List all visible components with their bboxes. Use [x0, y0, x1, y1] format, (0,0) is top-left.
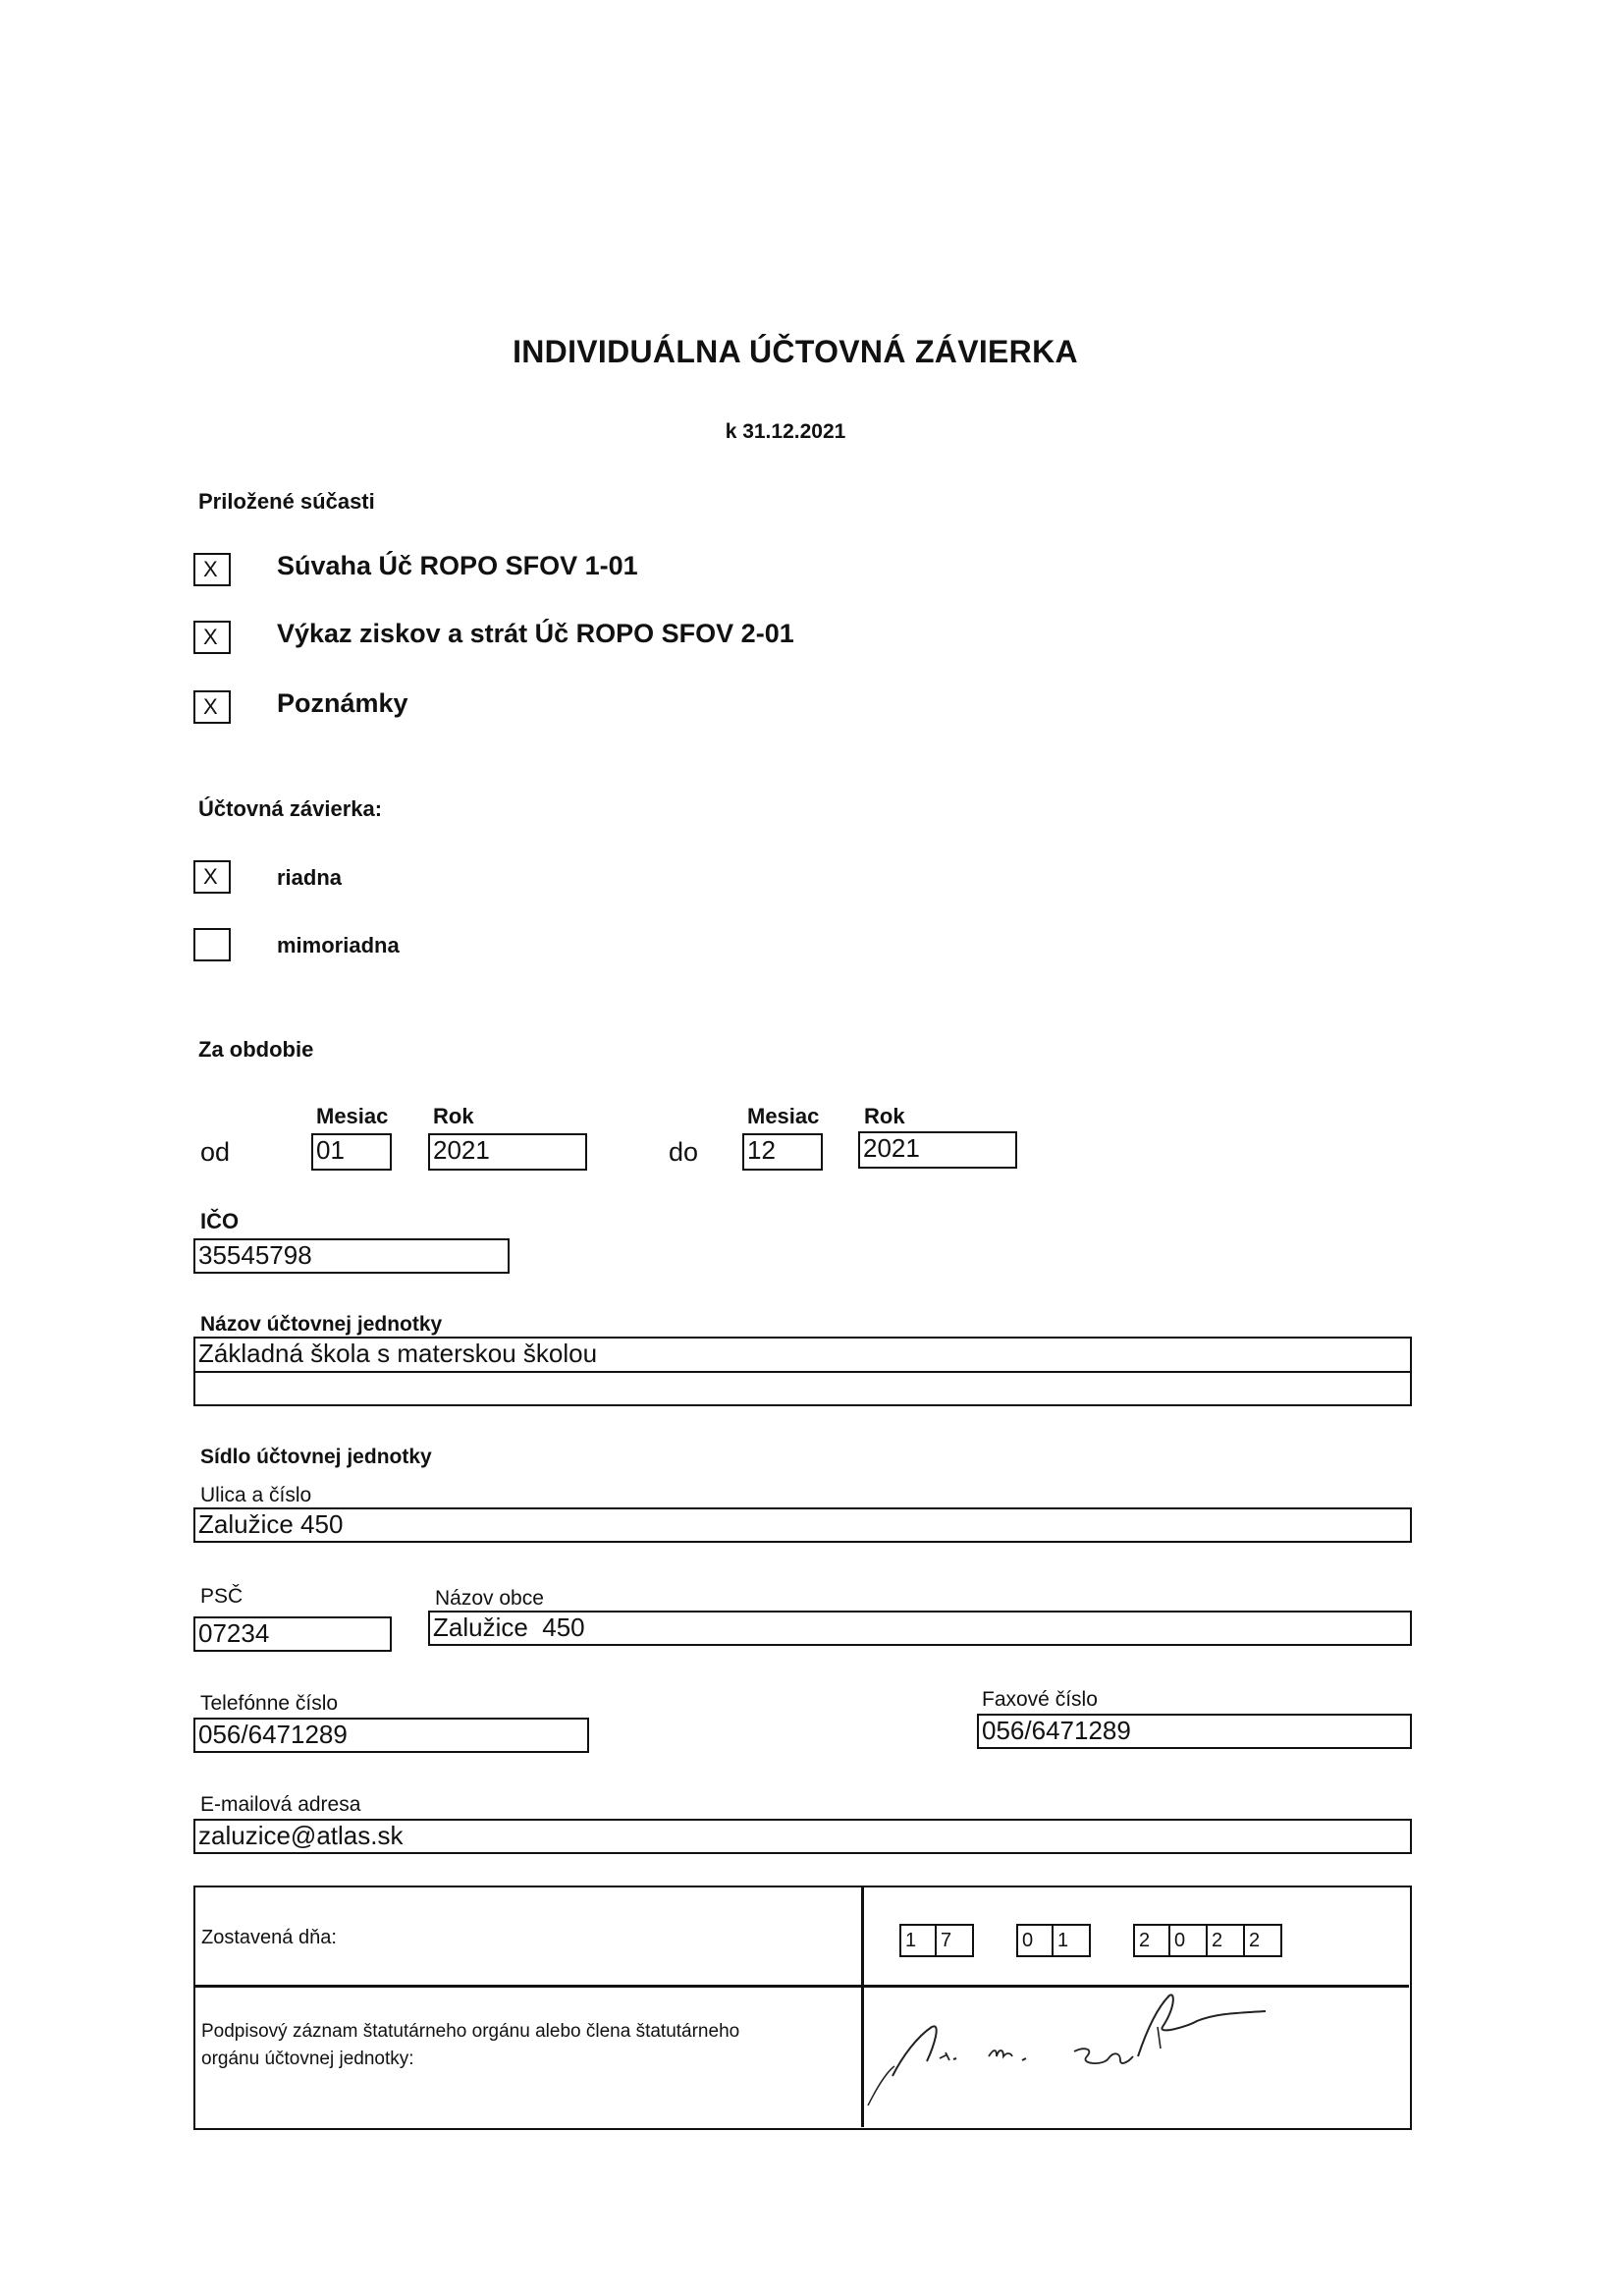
to-month-header: Mesiac: [747, 1104, 820, 1128]
signature-table: [193, 1886, 1412, 2130]
notes-label: Poznámky: [277, 688, 408, 718]
compiled-year-digit[interactable]: 2: [1208, 1924, 1245, 1957]
compiled-day-digit[interactable]: 1: [899, 1924, 937, 1957]
closing-type-label: Účtovná závierka:: [198, 796, 383, 821]
psc-field[interactable]: 07234: [193, 1616, 392, 1652]
compiled-month[interactable]: [1016, 1924, 1091, 1957]
compiled-year-digit[interactable]: 2: [1133, 1924, 1170, 1957]
report-date: k 31.12.2021: [725, 420, 846, 443]
psc-label: PSČ: [200, 1585, 243, 1608]
to-year-field[interactable]: 2021: [858, 1131, 1017, 1169]
checkbox-income-statement[interactable]: X: [193, 621, 231, 654]
components-label: Priložené súčasti: [198, 489, 375, 514]
compiled-year[interactable]: [1133, 1924, 1282, 1957]
from-year-field[interactable]: 2021: [428, 1133, 587, 1171]
checkbox-notes[interactable]: X: [193, 690, 231, 724]
regular-label: riadna: [277, 865, 343, 890]
town-label: Názov obce: [435, 1587, 544, 1610]
checkbox-balance-sheet[interactable]: X: [193, 553, 231, 586]
street-field[interactable]: Zalužice 450: [193, 1507, 1412, 1543]
checkbox-extraordinary[interactable]: [193, 928, 231, 961]
compiled-day[interactable]: [899, 1924, 974, 1957]
entity-name-line2[interactable]: [195, 1373, 1410, 1402]
extraordinary-label: mimoriadna: [277, 933, 400, 957]
entity-name-label: Názov účtovnej jednotky: [200, 1313, 443, 1336]
compiled-label: Zostavená dňa:: [201, 1927, 337, 1948]
town-field[interactable]: Zalužice 450: [428, 1611, 1412, 1646]
from-year-header: Rok: [433, 1104, 474, 1128]
compiled-month-digit[interactable]: 1: [1054, 1924, 1091, 1957]
balance-sheet-label: Súvaha Úč ROPO SFOV 1-01: [277, 551, 638, 580]
phone-label: Telefónne číslo: [200, 1692, 339, 1715]
ico-label: IČO: [200, 1209, 240, 1233]
from-label: od: [200, 1137, 231, 1167]
to-year-header: Rok: [864, 1104, 905, 1128]
signature-label: [201, 2018, 739, 2073]
compiled-month-digit[interactable]: 0: [1016, 1924, 1054, 1957]
phone-field[interactable]: 056/6471289: [193, 1718, 589, 1753]
to-month-field[interactable]: 12: [742, 1133, 823, 1171]
income-statement-label: Výkaz ziskov a strát Úč ROPO SFOV 2-01: [277, 619, 794, 648]
entity-name-box: [193, 1337, 1412, 1406]
handwritten-signature: [863, 1988, 1413, 2125]
email-label: E-mailová adresa: [200, 1793, 361, 1816]
compiled-day-digit[interactable]: 7: [937, 1924, 974, 1957]
entity-name-line1[interactable]: Základná škola s materskou školou: [195, 1339, 1410, 1373]
signature-label-line2: orgánu účtovnej jednotky:: [201, 2049, 414, 2069]
from-month-header: Mesiac: [316, 1104, 389, 1128]
document-title: INDIVIDUÁLNA ÚČTOVNÁ ZÁVIERKA: [513, 334, 1078, 369]
to-label: do: [669, 1137, 699, 1167]
email-field[interactable]: zaluzice@atlas.sk: [193, 1819, 1412, 1854]
fax-field[interactable]: 056/6471289: [977, 1714, 1412, 1749]
fax-label: Faxové číslo: [982, 1688, 1098, 1711]
seat-label: Sídlo účtovnej jednotky: [200, 1446, 432, 1468]
compiled-year-digit[interactable]: 2: [1245, 1924, 1282, 1957]
compiled-year-digit[interactable]: 0: [1170, 1924, 1208, 1957]
signature-label-line1: Podpisový záznam štatutárneho orgánu alebo člena štatutárneho: [201, 2021, 740, 2042]
ico-field[interactable]: 35545798: [193, 1238, 510, 1274]
street-label: Ulica a číslo: [200, 1484, 312, 1506]
period-label: Za obdobie: [198, 1037, 314, 1062]
from-month-field[interactable]: 01: [311, 1133, 392, 1171]
checkbox-regular[interactable]: X: [193, 860, 231, 894]
